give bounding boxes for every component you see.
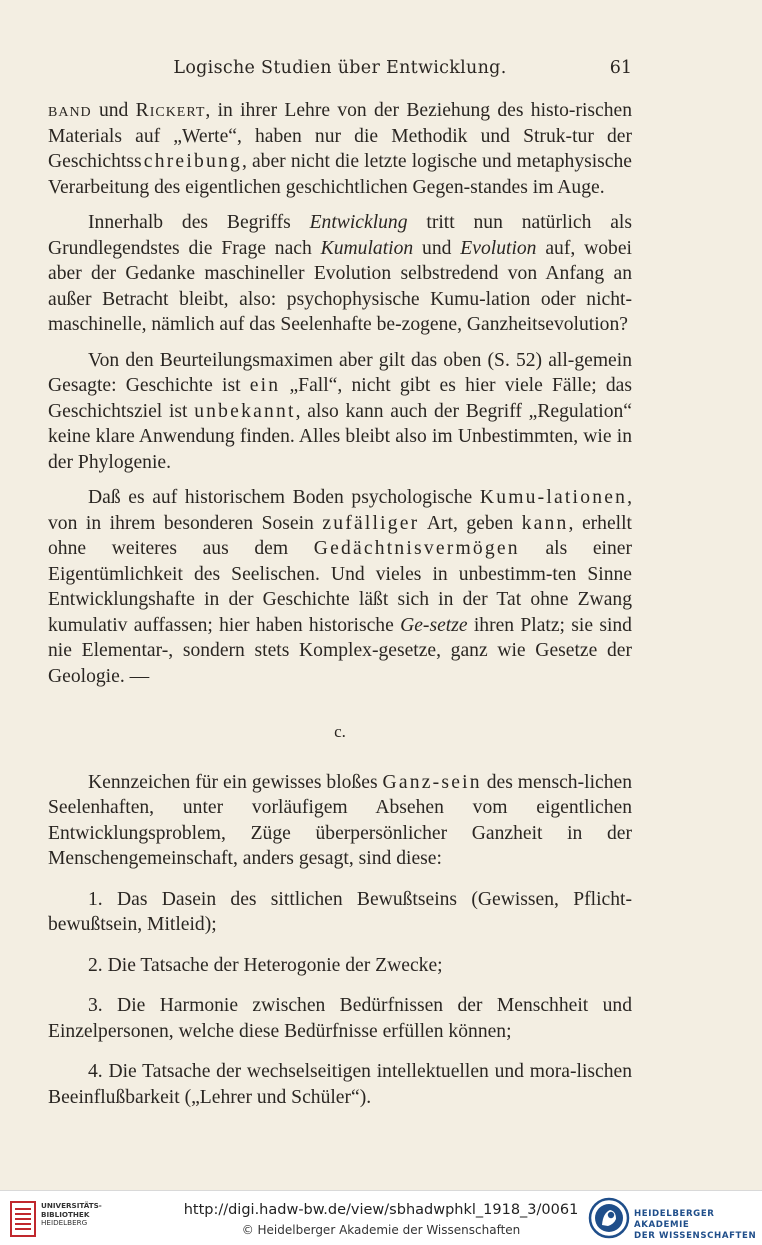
text-run: auf, wobei aber der Gedanke maschineller Evolution selbstredend von Anfang an außer Betracht bleibt, also: psychophysische Kumu-lation oder nicht-maschinelle, nämlich auf das Seelenhafte be-zogene, Ganzheitsevolution? <box>48 237 632 335</box>
author-name: Rickert <box>135 100 206 121</box>
running-head <box>48 58 632 84</box>
text-run: Art, geben <box>419 512 522 534</box>
footer-bar <box>0 1190 762 1245</box>
logo-text-line: HEIDELBERGER AKADEMIE <box>634 1209 715 1230</box>
text-run: , von in ihrem besonderen Sosein <box>48 487 632 534</box>
copyright-notice: © Heidelberger Akademie der Wissenschaften <box>241 1223 521 1237</box>
paragraph-2 <box>48 210 632 338</box>
text-run: , also kann auch der Begriff „Regulation“ keine klare Anwendung finden. Alles bleibt also im Unbestimmten, wie in der Phylogenie. <box>48 400 633 473</box>
list-item: 3. Die Harmonie zwischen Bedürfnissen der Menschheit und Einzelpersonen, welche diese Bedürfnisse erfüllen können; <box>48 995 632 1042</box>
list-item: 4. Die Tatsache der wechselseitigen intellektuellen und mora-lischen Beeinflußbarkeit („Lehrer und Schüler“). <box>48 1061 632 1108</box>
permalink-url[interactable]: http://digi.hadw-bw.de/view/sbhadwphkl_1918_3/0061 <box>183 1202 579 1218</box>
text-run: als einer Eigentümlichkeit des Seelischen. Und vieles in unbestimm-ten Sinne Entwicklungshafte in der Geschichte läßt sich in der Tat ohne Zwang kumulativ auffassen; hier haben historische <box>48 538 632 636</box>
list-item: 2. Die Tatsache der Heterogonie der Zwecke; <box>88 954 443 976</box>
text-run: tritt nun natürlich als Grundlegendstes die Frage nach <box>48 212 632 259</box>
list-item: 1. Das Dasein des sittlichen Bewußtseins (Gewissen, Pflicht-bewußtsein, Mitleid); <box>48 888 632 935</box>
text-run: und <box>413 237 461 259</box>
italic-term: Kumulation <box>320 237 414 259</box>
academy-logo-text <box>634 1209 758 1242</box>
text-run: und <box>91 100 136 121</box>
academy-logo[interactable] <box>588 1197 758 1241</box>
logo-text-line: BIBLIOTHEK <box>41 1209 90 1219</box>
text-run: ihren Platz; sie sind nie Elementar-, sondern stets Komplex-gesetze, ganz wie Gesetze der Geologie. — <box>48 614 632 687</box>
academy-seal-icon <box>588 1197 630 1239</box>
spaced-emphasis: unbekannt <box>194 400 296 422</box>
paragraph-4 <box>48 485 632 689</box>
text-run: Innerhalb des Begriffs <box>88 212 310 233</box>
italic-term: Entwicklung <box>309 212 408 233</box>
section-letter: c. <box>334 722 346 741</box>
running-title: Logische Studien über Entwicklung. <box>173 58 507 78</box>
paragraph-5 <box>48 770 632 872</box>
spaced-emphasis: zufälliger <box>322 512 420 534</box>
text-body <box>48 98 632 1110</box>
logo-text-line: DER WISSENSCHAFTEN <box>634 1231 757 1241</box>
author-name: band <box>48 100 92 121</box>
page-number: 61 <box>609 58 632 78</box>
italic-term: Evolution <box>460 237 537 259</box>
spaced-emphasis: ein <box>249 375 281 396</box>
text-run: , in ihrer Lehre von der Beziehung des histo-rischen Materials auf „Werte“, haben nur die Methodik und Struk-tur der Geschichts <box>48 100 632 172</box>
text-run: Daß es auf historischem Boden psychologische <box>88 487 480 508</box>
spaced-emphasis: Ganz-sein <box>382 771 482 793</box>
spaced-emphasis: Kumu-lationen <box>479 487 628 508</box>
text-run: „Fall“, nicht gibt es hier viele Fälle; das Geschichtsziel ist <box>48 375 632 422</box>
spaced-emphasis: Gedächtnisvermögen <box>313 538 520 559</box>
logo-text-line: UNIVERSITÄTS- <box>41 1201 102 1210</box>
paragraph-3 <box>48 348 632 476</box>
text-run: Von den Beurteilungsmaximen aber gilt das oben (S. 52) all-gemein Gesagte: Geschichte ist <box>48 349 632 396</box>
logo-text-line: HEIDELBERG <box>41 1218 88 1228</box>
paragraph-1 <box>48 98 632 200</box>
text-run: des mensch-lichen Seelenhaften, unter vorläufigem Absehen vom eigentlichen Entwicklungsproblem, Züge überpersönlicher Ganzheit in der Menschengemeinschaft, anders gesagt, sind diese: <box>48 771 633 869</box>
text-run: , erhellt ohne weiteres aus dem <box>48 512 632 559</box>
text-run: Kennzeichen für ein gewisses bloßes <box>88 771 383 793</box>
spaced-emphasis: schreibung <box>133 151 242 172</box>
italic-term: Ge-setze <box>400 614 468 636</box>
text-run: , aber nicht die letzte logische und metaphysische Verarbeitung des eigentlichen geschichtlichen Gegen-standes im Auge. <box>48 151 632 198</box>
spaced-emphasis: kann <box>521 512 569 534</box>
